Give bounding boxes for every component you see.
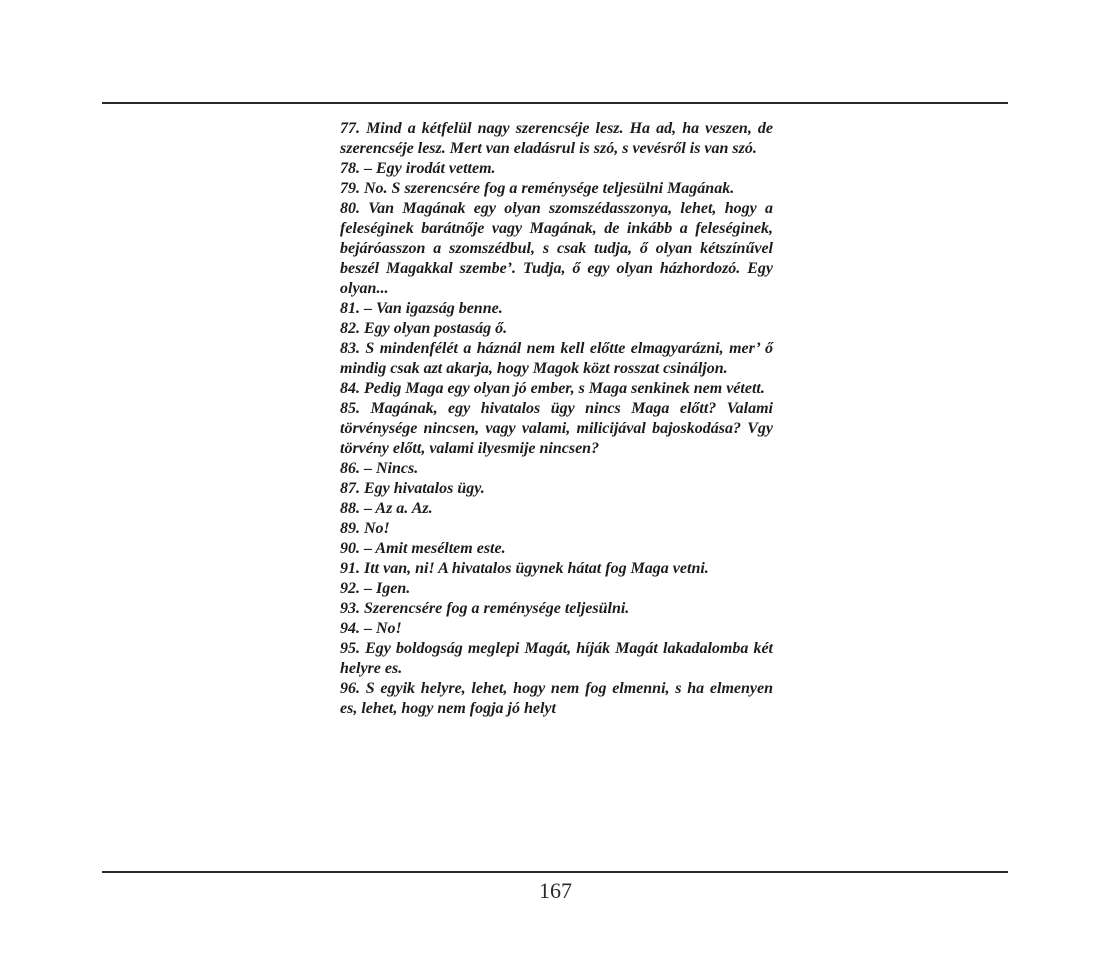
paragraph-94: 94. – No! [340, 620, 402, 637]
header-rule [102, 102, 1008, 104]
paragraph-84: 84. Pedig Maga egy olyan jó ember, s Maga senkinek nem vétett. [340, 380, 765, 397]
paragraph-87: 87. Egy hivatalos ügy. [340, 480, 485, 497]
paragraph-96: 96. S egyik helyre, lehet, hogy nem fog elmenni, s ha elmenyen es, lehet, hogy nem fogja jó helyt [340, 680, 773, 717]
paragraph-77: 77. Mind a kétfelül nagy szerencséje lesz. Ha ad, ha veszen, de szerencséje lesz. Mert van eladásrul is szó, s vevésről is van szó. [340, 120, 773, 157]
paragraph-86: 86. – Nincs. [340, 460, 419, 477]
paragraph-80: 80. Van Magának egy olyan szomszédasszonya, lehet, hogy a feleséginek barátnője vagy Magának, de inkább a feleséginek, bejáróasszon a szomszédbul, s csak tudja, ő olyan kétszínűvel beszél Magakkal szembe’. Tudja, ő egy olyan házhordozó. Egy olyan... [340, 200, 773, 297]
page-number: 167 [539, 878, 572, 903]
paragraph-95: 95. Egy boldogság meglepi Magát, híják Magát lakadalomba két helyre es. [340, 640, 773, 677]
paragraph-85: 85. Magának, egy hivatalos ügy nincs Maga előtt? Valami törvénysége nincsen, vagy valami, milicijával bajoskodása? Vgy törvény előtt, valami ilyesmije nincsen? [340, 400, 773, 457]
paragraph-90: 90. – Amit meséltem este. [340, 540, 506, 557]
body-text [340, 119, 773, 719]
paragraph-78: 78. – Egy irodát vettem. [340, 160, 496, 177]
paragraph-93: 93. Szerencsére fog a reménysége teljesülni. [340, 600, 630, 617]
paragraph-83: 83. S mindenfélét a háznál nem kell előtte elmagyarázni, mer’ ő mindig csak azt akarja, hogy Magok közt rosszat csináljon. [340, 340, 773, 377]
paragraph-91: 91. Itt van, ni! A hivatalos ügynek hátat fog Maga vetni. [340, 560, 709, 577]
paragraph-79: 79. No. S szerencsére fog a reménysége teljesülni Magának. [340, 180, 735, 197]
paragraph-92: 92. – Igen. [340, 580, 411, 597]
footer-rule [102, 871, 1008, 873]
paragraph-89: 89. No! [340, 520, 390, 537]
paragraph-81: 81. – Van igazság benne. [340, 300, 503, 317]
paragraph-88: 88. – Az a. Az. [340, 500, 433, 517]
paragraph-82: 82. Egy olyan postaság ő. [340, 320, 508, 337]
